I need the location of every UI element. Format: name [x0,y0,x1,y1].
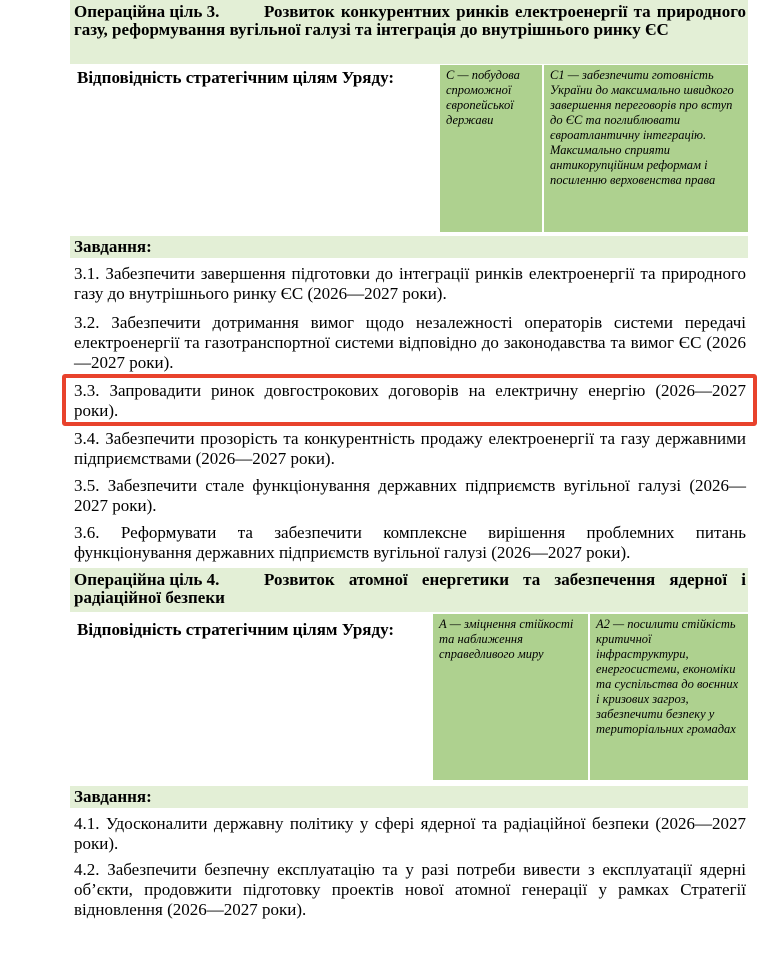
task-3-3-highlight [62,374,757,426]
goal4-alignment-label: Відповідність стратегічним цілям Уряду: [77,620,395,639]
goal4-strategic-goal: А — зміцнення стійкості та наближення справедливого миру [433,614,588,780]
goal3-strategic-goal: С — побудова спроможної європейської держави [440,65,542,232]
goal3-tasks-header: Завдання: [74,237,152,256]
goal4-label: Операційна ціль 4. [74,570,220,589]
goal3-tasks-band [70,236,748,258]
task-4-1: 4.1. Удосконалити державну політику у сфері ядерної та радіаційної безпеки (2026—2027 роки). [74,814,746,853]
goal3-alignment-label: Відповідність стратегічним цілям Уряду: [77,68,395,87]
goal4-tasks-band [70,786,748,808]
goal3-title-text: Розвиток конкурентних ринків електроенергії та природного газу, реформування вугільної галузі та інтеграція до внутрішнього ринку ЄС [74,2,746,39]
goal3-title [74,3,746,39]
goal3-label: Операційна ціль 3. [74,2,220,21]
task-3-1: 3.1. Забезпечити завершення підготовки до інтеграції ринків електроенергії та природного газу до внутрішнього ринку ЄС (2026—2027 роки). [74,264,746,303]
task-3-5: 3.5. Забезпечити стале функціонування державних підприємств вугільної галузі (2026—2027 роки). [74,476,746,515]
task-3-4: 3.4. Забезпечити прозорість та конкурентність продажу електроенергії та газу державними підприємствами (2026—2027 роки). [74,429,746,468]
goal4-strategic-subgoal: А2 — посилити стійкість критичної інфраструктури, енергосистеми, економіки та суспільства до воєнних і кризових загроз, забезпечити безпеку у територіальних громадах [590,614,748,780]
goal4-title-text: Розвиток атомної енергетики та забезпечення ядерної і радіаційної безпеки [74,570,746,607]
goal4-tasks-header: Завдання: [74,787,152,806]
goal3-strategic-subgoal: С1 — забезпечити готовність України до максимально швидкого завершення переговорів про вступ до ЄС та поглиблювати євроатлантичну інтеграцію. Максимально сприяти антикорупційним реформам і посиленню верховенства права [544,65,748,232]
task-3-6: 3.6. Реформувати та забезпечити комплексне вирішення проблемних питань функціонування державних підприємств вугільної галузі (2026—2027 роки). [74,523,746,562]
goal4-title [74,571,746,607]
task-4-2: 4.2. Забезпечити безпечну експлуатацію та у разі потреби вивести з експлуатації ядерні об’єкти, продовжити підготовку проектів нової атомної генерації у рамках Стратегії відновлення (2026—2027 роки). [74,860,746,919]
task-3-2: 3.2. Забезпечити дотримання вимог щодо незалежності операторів системи передачі електроенергії та газотранспортної системи відповідно до законодавства та вимог ЄС (2026—2027 роки). [74,313,746,372]
task-3-3: 3.3. Запровадити ринок довгострокових договорів на електричну енергію (2026—2027 роки). [74,381,746,420]
